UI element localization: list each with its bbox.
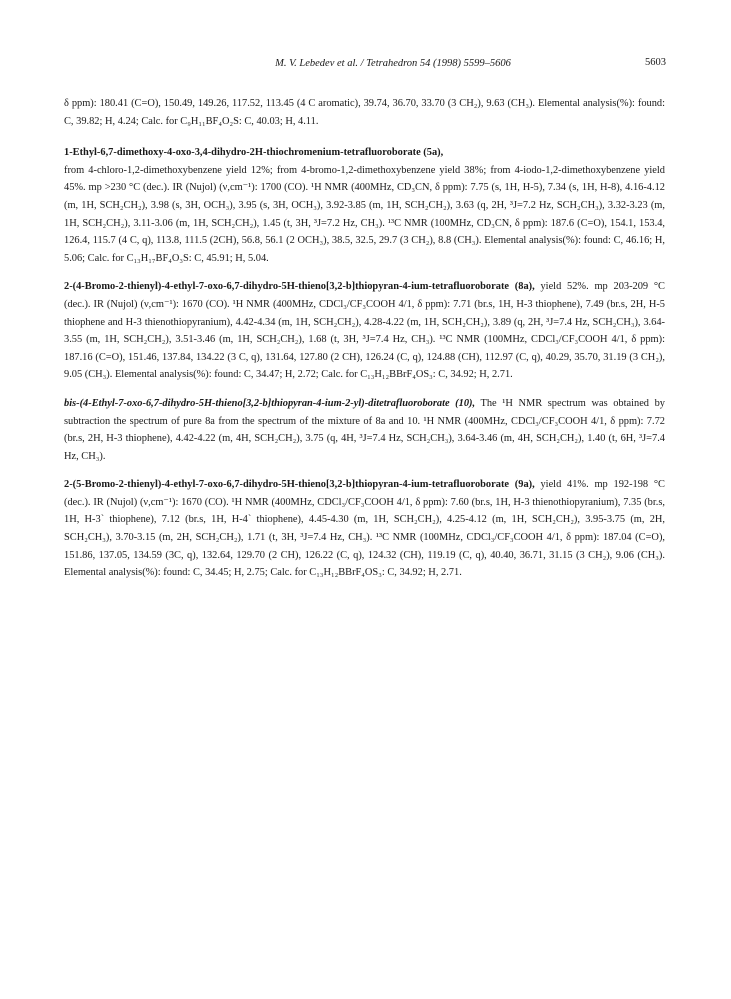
compound-title: 2-(4-Bromo-2-thienyl)-4-ethyl-7-oxo-6,7-dihydro-5H-thieno[3,2-b]thiopyran-4-ium-tetrafluoroborate (8a), xyxy=(64,281,535,293)
compound-9a-entry xyxy=(64,476,665,582)
compound-title: 1-Ethyl-6,7-dimethoxy-4-oxo-3,4-dihydro-2H-thiochromenium-tetrafluoroborate (5a), xyxy=(64,147,444,159)
compound-data-text: yield 41%. mp 192-198 °C (dec.). IR (Nujol) (ν,cm⁻¹): 1670 (CO). ¹H NMR (400MHz, CDCl₃/CF₃COOH 4/1, δ ppm): 7.60 (br.s, 1H, H-3 thienothiopyranium), 7.35 (br.s, 1H, H-3` thiophene), 7.12 (br.s, 1H, H-4` thiophene), 4.45-4.30 (m, 1H, SCH₂CH₂), 4.25-4.12 (m, 1H, SCH₂CH₂), 3.95-3.75 (m, 2H, SCH₂CH₃), 3.70-3.15 (m, 2H, SCH₂CH₂), 1.71 (t, 3H, ³J=7.4 Hz, CH₃). ¹³C NMR (100MHz, CDCl₃/CF₃COOH 4/1, δ ppm): 187.04 (C=O), 151.86, 137.05, 134.59 (3C, q), 132.64, 129.70 (2 CH), 126.22 (C, q), 124.32 (CH), 119.19 (C, q), 40.40, 36.71, 31.15 (3 CH₂), 9.06 (CH₃). Elemental analysis(%): found: C, 34.45; H, 2.75; Calc. for C₁₃H₁₂BBrF₄OS₃: C, 34.92; H, 2.71. xyxy=(64,479,665,579)
page-number: 5603 xyxy=(645,57,666,68)
paragraph-continued xyxy=(64,95,665,130)
compound-title: 2-(5-Bromo-2-thienyl)-4-ethyl-7-oxo-6,7-dihydro-5H-thieno[3,2-b]thiopyran-4-ium-tetrafluoroborate (9a), xyxy=(64,479,535,491)
compound-data-text: yield 52%. mp 203-209 °C (dec.). IR (Nujol) (ν,cm⁻¹): 1670 (CO). ¹H NMR (400MHz, CDCl₃/CF₃COOH 4/1, δ ppm): 7.71 (br.s, 1H, H-3 thiophene), 7.49 (br.s, 2H, H-5 thiophene and H-3 thienothiopyranium), 4.42-4.34 (m, 1H, SCH₂CH₂), 4.28-4.22 (m, 1H, SCH₂CH₂), 3.89 (q, 2H, ³J=7.4 Hz, SCH₂CH₃), 3.64-3.55 (m, 1H, SCH₂CH₂), 3.51-3.46 (m, 1H, SCH₂CH₂), 1.68 (t, 3H, ³J=7.4 Hz, CH₃). ¹³C NMR (100MHz, CDCl₃/CF₃COOH 4/1, δ ppm): 187.16 (C=O), 151.46, 137.84, 134.22 (3 C, q), 131.64, 127.80 (2 CH), 126.24 (C, q), 124.88 (CH), 112.97 (C, q), 40.29, 35.70, 31.19 (3 CH₂), 9.05 (CH₃). Elemental analysis(%): found: C, 34.47; H, 2.72; Calc. for C₁₃H₁₂BBrF₄OS₃: C, 34.92; H, 2.71. xyxy=(64,281,665,381)
compound-5a-entry xyxy=(64,144,665,267)
paragraph-text: δ ppm): 180.41 (C=O), 150.49, 149.26, 117.52, 113.45 (4 C aromatic), 39.74, 36.70, 33.70 (3 CH₂), 9.63 (CH₃). Elemental analysis(%): found: C, 39.82; H, 4.24; Calc. for C₉H₁₁BF₄O₂S: C, 40.03; H, 4.11. xyxy=(64,98,665,127)
compound-data-text: from 4-chloro-1,2-dimethoxybenzene yield 12%; from 4-bromo-1,2-dimethoxybenzene yield 38%; from 4-iodo-1,2-dimethoxybenzene yield 45%. mp >230 °C (dec.). IR (Nujol) (ν,cm⁻¹): 1700 (CO). ¹H NMR (400MHz, CD₃CN, δ ppm): 7.75 (s, 1H, H-5), 7.34 (s, 1H, H-8), 4.16-4.12 (m, 1H, SCH₂CH₂), 3.98 (s, 3H, OCH₃), 3.95 (s, 3H, OCH₃), 3.92-3.85 (m, 1H, SCH₂CH₂), 3.63 (q, 2H, ³J=7.2 Hz, SCH₂CH₃), 3.32-3.23 (m, 1H, SCH₂CH₂), 3.11-3.06 (m, 1H, SCH₂CH₂), 1.45 (t, 3H, ³J=7.2 Hz, CH₃). ¹³C NMR (100MHz, CD₃CN, δ ppm): 187.6 (C=O), 154.1, 153.4, 126.4, 115.7 (4 C, q), 113.8, 111.5 (2CH), 56.8, 56.1 (2 OCH₃), 38.5, 32.5, 29.7 (3 CH₂), 8.8 (CH₃). Elemental analysis(%): found: C, 46.16; H, 5.06; Calc. for C₁₃H₁₇BF₄O₃S: C, 45.91; H, 5.04. xyxy=(64,164,665,264)
running-header: M. V. Lebedev et al. / Tetrahedron 54 (1998) 5599–5606 xyxy=(275,58,511,69)
compound-title: bis-(4-Ethyl-7-oxo-6,7-dihydro-5H-thieno[3,2-b]thiopyran-4-ium-2-yl)-ditetrafluoroborate (10), xyxy=(64,397,476,409)
compound-data-text: The ¹H NMR spectrum was obtained by subtraction the spectrum of pure 8a from the spectrum of the mixture of 8a and 10. ¹H NMR (400MHz, CDCl₃/CF₃COOH 4/1, δ ppm): 7.72 (br.s, 2H, H-3 thiophene), 4.42-4.22 (m, 4H, SCH₂CH₂), 3.75 (q, 4H, ³J=7.4 Hz, SCH₂CH₃), 3.64-3.46 (m, 4H, SCH₂CH₂), 1.40 (t, 6H, ³J=7.4 Hz, CH₃). xyxy=(64,397,665,462)
compound-10-entry xyxy=(64,395,665,465)
article-body xyxy=(64,95,665,593)
compound-8a-entry xyxy=(64,278,665,384)
